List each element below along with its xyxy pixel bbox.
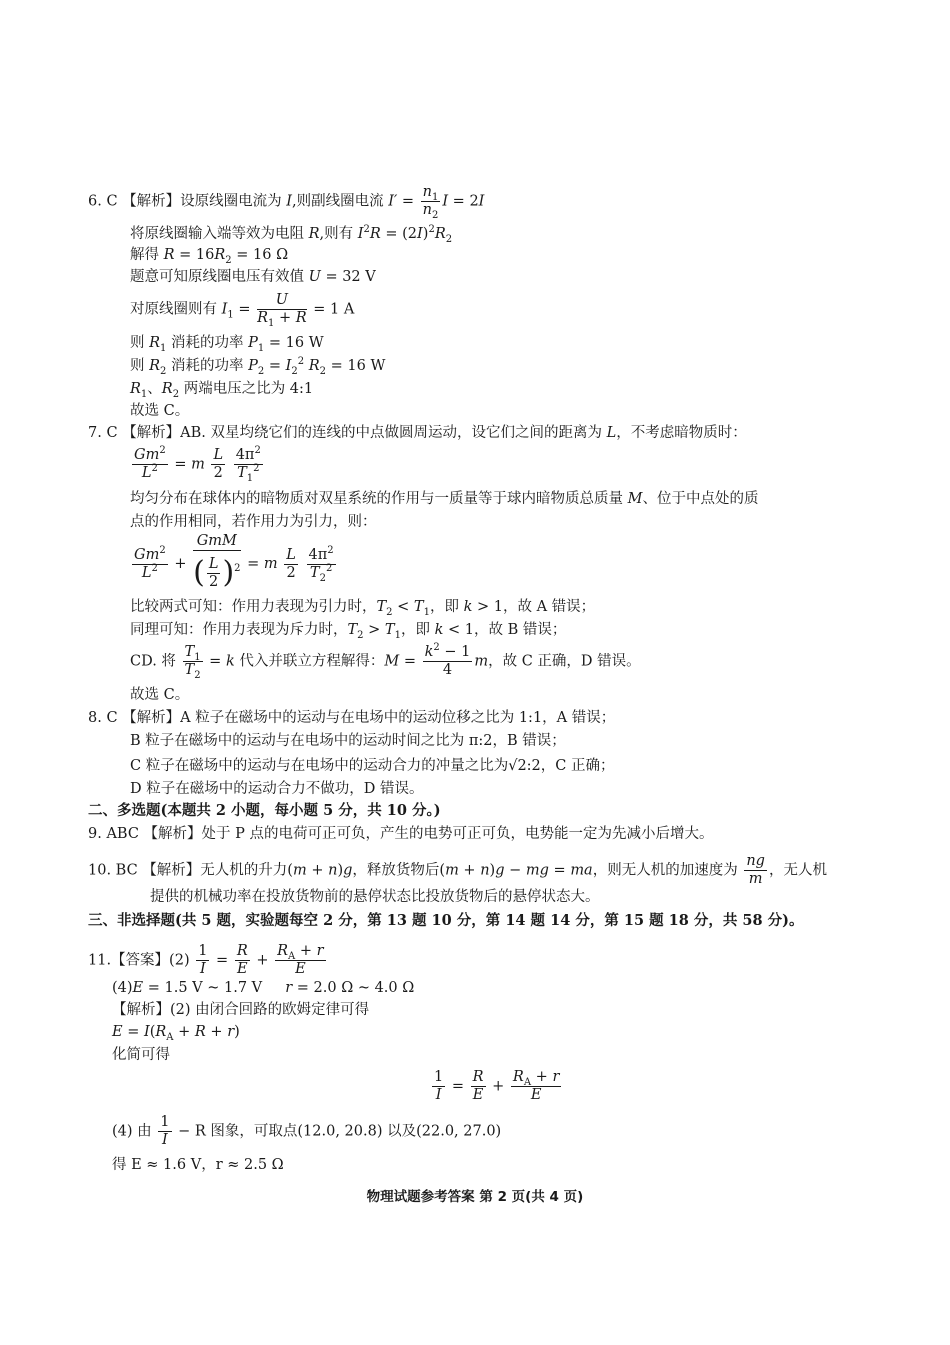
q8-c: C 粒子在磁场中的运动与在电场中的运动合力的冲量之比为√2:2，C 正确； <box>130 758 615 774</box>
q10-line1: 10. BC 【解析】无人机的升力(m + n)g，释放货物后(m + n)g − mg = ma，则无人机的加速度为 $\frac{ng}{m}$ ，无人机 <box>88 853 827 887</box>
q8-line1: 8. C 【解析】A 粒子在磁场中的运动与在电场中的运动位移之比为 1:1，A 错误； <box>88 710 616 726</box>
q7-eq2: $\frac{Gm^2}{L^2}$ + GmM ( $\frac{L}{2}$ )$^2$ = m $\frac{L}{2}$ $\frac{4\pi^2}{T_2^2}$ <box>134 533 334 590</box>
q7-p2: 点的作用相同，若作用力为引力，则： <box>130 514 377 530</box>
q8-b: B 粒子在磁场中的运动与在电场中的运动时间之比为 π:2，B 错误； <box>130 733 566 749</box>
q11-line3: 【解析】(2) 由闭合回路的欧姆定律可得 <box>112 1002 370 1018</box>
q6-line5: 对原线圈则有 $I_1$ = $\frac{U}{R_1 + R}$ = 1 A <box>130 292 355 329</box>
q11-line4: $E = I(R_A + R + r)$ <box>112 1024 240 1043</box>
q11-line5: 化简可得 <box>112 1047 170 1063</box>
q7-eq1: $\frac{Gm^2}{L^2}$ = m $\frac{L}{2}$ $\frac{4\pi^2}{T_1^2}$ <box>134 445 261 484</box>
q7-cd: CD. 将 $\frac{T_1}{T_2}$ = k 代入并联立方程解得：M = $\frac{k^2 - 1}{4}$ m，故 C 正确，D 错误。 <box>130 642 641 681</box>
section-2-heading: 二、多选题(本题共 2 小题，每小题 5 分，共 10 分。) <box>88 802 441 819</box>
q10-line2: 提供的机械功率在投放货物前的悬停状态比投放货物后的悬停状态大。 <box>150 889 600 905</box>
section-3-heading: 三、非选择题(共 5 题，实验题每空 2 分，第 13 题 10 分，第 14 题 14 分，第 15 题 18 分，共 58 分)。 <box>88 912 804 929</box>
q7-p1: 均匀分布在球体内的暗物质对双星系统的作用与一质量等于球内暗物质总质量 M、位于中点处的质 <box>130 491 759 507</box>
q6-end: 故选 C。 <box>130 403 190 419</box>
q9: 9. ABC 【解析】处于 P 点的电荷可正可负，产生的电势可正可负，电势能一定为先减小后增大。 <box>88 826 714 842</box>
q7-end: 故选 C。 <box>130 687 190 703</box>
q7-line1: 7. C 【解析】AB. 双星均绕它们的连线的中点做圆周运动，设它们之间的距离为 L，不考虑暗物质时： <box>88 425 747 441</box>
q7-c1: 比较两式可知：作用力表现为引力时，$T_2 < T_1$，即 k > 1，故 A 错误； <box>130 599 596 618</box>
q6-line2: 将原线圈输入端等效为电阻 R,则有 $I^2R = (2I)^2R_2$ <box>130 224 453 245</box>
q6-line3: 解得 $R = 16R_2 = 16$ Ω <box>130 247 289 266</box>
q6-line8: $R_1$、$R_2$ 两端电压之比为 4:1 <box>130 381 314 400</box>
page-footer: 物理试题参考答案 第 2 页(共 4 页) <box>366 1189 584 1205</box>
q6-head: 6. C 【解析】设原线圈电流为 <box>88 193 282 210</box>
q6-line1: 6. C 【解析】设原线圈电流为 I,则副线圈电流 I′ = $\frac{n_1}{n_2}$ I = 2I <box>88 184 485 221</box>
q11-line2: (4)E = 1.5 V ~ 1.7 V r = 2.0 Ω ~ 4.0 Ω <box>112 980 415 996</box>
q6-line4: 题意可知原线圈电压有效值 U = 32 V <box>130 269 376 285</box>
q6-line6: 则 $R_1$ 消耗的功率 $P_1 = 16$ W <box>130 335 324 354</box>
q7-c2: 同理可知：作用力表现为斥力时，$T_2 > T_1$，即 k < 1，故 B 错误； <box>130 622 567 641</box>
q6-line7: 则 $R_2$ 消耗的功率 $P_2 = I_2^2$ $R_2 = 16$ W <box>130 356 386 377</box>
q11-line1: 11.【答案】(2) $\frac{1}{I}$ = $\frac{R}{E}$ + $\frac{R_A + r}{E}$ <box>88 943 324 977</box>
q11-formula: $\frac{1}{I}$ = $\frac{R}{E}$ + $\frac{R_A + r}{E}$ <box>434 1069 560 1103</box>
q8-d: D 粒子在磁场中的运动合力不做功，D 错误。 <box>130 781 424 797</box>
q11-line7: (4) 由 $\frac{1}{I}$ − R 图象，可取点(12.0, 20.8) 以及(22.0, 27.0) <box>112 1114 502 1148</box>
q11-line8: 得 E ≈ 1.6 V，r ≈ 2.5 Ω <box>112 1157 284 1173</box>
